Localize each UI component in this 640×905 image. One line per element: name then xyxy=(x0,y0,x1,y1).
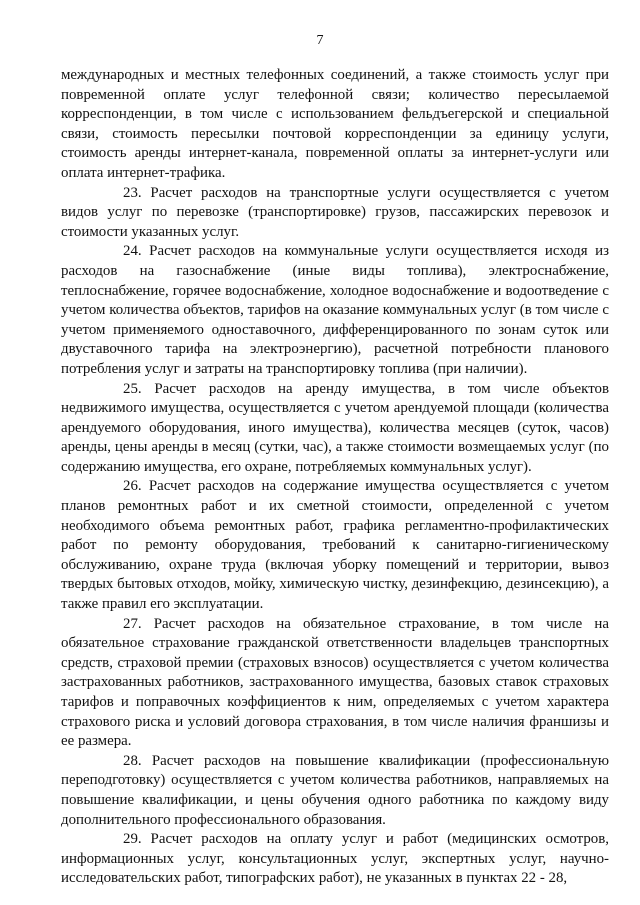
paragraph-24: 24. Расчет расходов на коммунальные услуги осуществляется исходя из расходов на газоснабжение (иные виды топлива), электроснабжение, теплоснабжение, горячее водоснабжение, холодное водоснабжение и водоотведение с учетом количества объектов, тарифов на оказание коммунальных услуг (в том числе с учетом применяемого одноставочного, дифференцированного по зонам суток или двуставочного тарифа на электроэнергию), расчетной потребности планового потребления услуг и затраты на транспортировку топлива (при наличии). xyxy=(61,243,609,377)
paragraph-29: 29. Расчет расходов на оплату услуг и работ (медицинских осмотров, информационных услуг, консультационных услуг, экспертных услуг, научно-исследовательских работ, типографских работ), не указанных в пунктах 22 - 28, xyxy=(61,831,609,887)
page-number: 7 xyxy=(316,33,324,48)
document-body xyxy=(61,66,609,889)
paragraph-26: 26. Расчет расходов на содержание имущества осуществляется с учетом планов ремонтных работ и их сметной стоимости, определенной с учетом необходимого объема ремонтных работ, графика регламентно-профилактических работ по ремонту оборудования, требований к санитарно-гигиеническому обслуживанию, охране труда (включая уборку помещений и территории, вывоз твердых бытовых отходов, мойку, химическую чистку, дезинфекцию, дезинсекцию), а также правил его эксплуатации. xyxy=(61,478,609,613)
paragraph-27: 27. Расчет расходов на обязательное страхование, в том числе на обязательное страхование гражданской ответственности владельцев транспортных средств, страховой премии (страховых взносов) осуществляется с учетом количества застрахованных работников, застрахованного имущества, базовых ставок страховых тарифов и поправочных коэффициентов к ним, определяемых с учетом характера страхового риска и условий договора страхования, в том числе наличия франшизы и ее размера. xyxy=(61,615,609,750)
paragraph-28: 28. Расчет расходов на повышение квалификации (профессиональную переподготовку) осуществляется с учетом количества работников, направляемых на повышение квалификации, и цены обучения одного работника по каждому виду дополнительного профессионального образования. xyxy=(61,752,609,828)
paragraph-25: 25. Расчет расходов на аренду имущества, в том числе объектов недвижимого имущества, осуществляется с учетом арендуемой площади (количества арендуемого оборудования, иного имущества), количества месяцев (суток, часов) аренды, цены аренды в месяц (сутки, час), а также стоимости возмещаемых услуг (по содержанию имущества, его охране, потребляемых коммунальных услуг). xyxy=(61,380,609,475)
paragraph-continuation: международных и местных телефонных соединений, а также стоимость услуг при повременной оплате услуг телефонной связи; количество пересылаемой корреспонденции, в том числе с использованием фельдъегерской и специальной связи, стоимость пересылки почтовой корреспонденции за единицу услуги, стоимость аренды интернет-канала, повременной оплаты за интернет-услуги или оплата интернет-трафика. xyxy=(61,67,609,181)
paragraph-23: 23. Расчет расходов на транспортные услуги осуществляется с учетом видов услуг по перевозке (транспортировке) грузов, пассажирских перевозок и стоимости указанных услуг. xyxy=(61,184,609,240)
